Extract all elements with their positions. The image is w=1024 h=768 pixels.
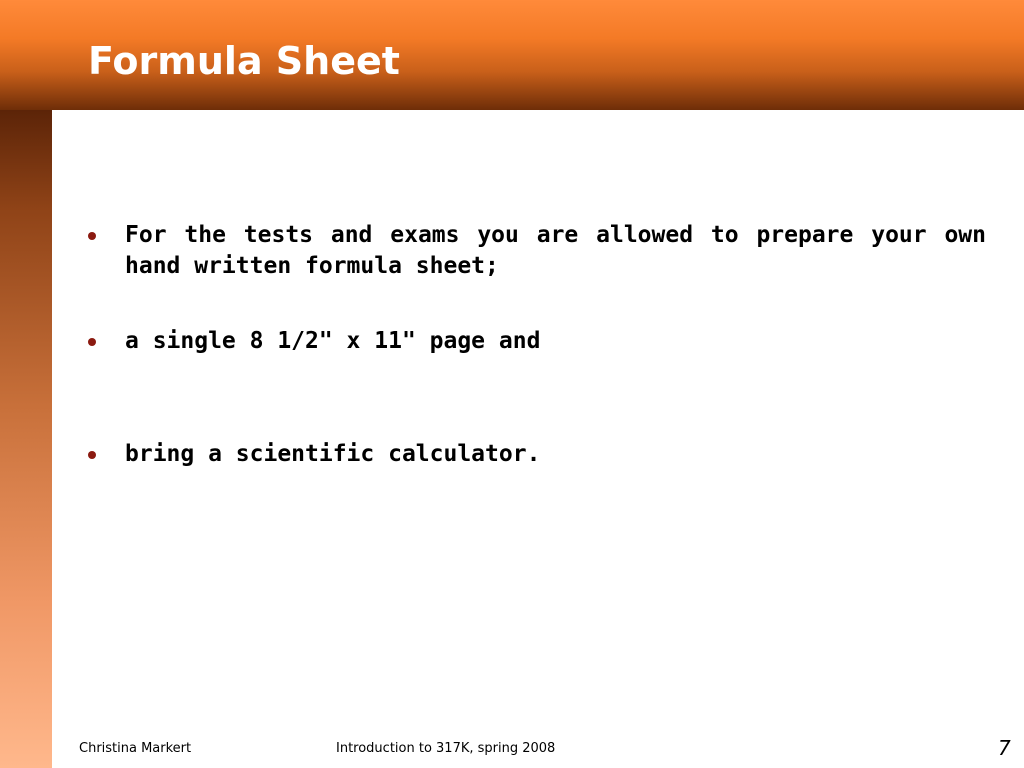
left-decorative-band	[0, 110, 52, 768]
footer-author: Christina Markert	[79, 741, 192, 756]
bullet-item	[88, 326, 986, 357]
bullet-item	[88, 439, 986, 470]
bullet-list	[88, 220, 986, 470]
bullet-dot-icon	[88, 338, 96, 346]
bullet-dot-icon	[88, 232, 96, 240]
bullet-item	[88, 220, 986, 282]
bullet-text: a single 8 1/2" x 11" page and	[125, 328, 541, 354]
footer-course: Introduction to 317K, spring 2008	[336, 741, 556, 756]
bullet-text: bring a scientific calculator.	[125, 441, 541, 467]
slide-number: 7	[998, 736, 1011, 760]
bullet-text: For the tests and exams you are allowed to prepare your own hand written formula sheet;	[125, 222, 986, 279]
slide-title: Formula Sheet	[88, 39, 400, 83]
bullet-dot-icon	[88, 451, 96, 459]
slide-content	[88, 220, 986, 470]
